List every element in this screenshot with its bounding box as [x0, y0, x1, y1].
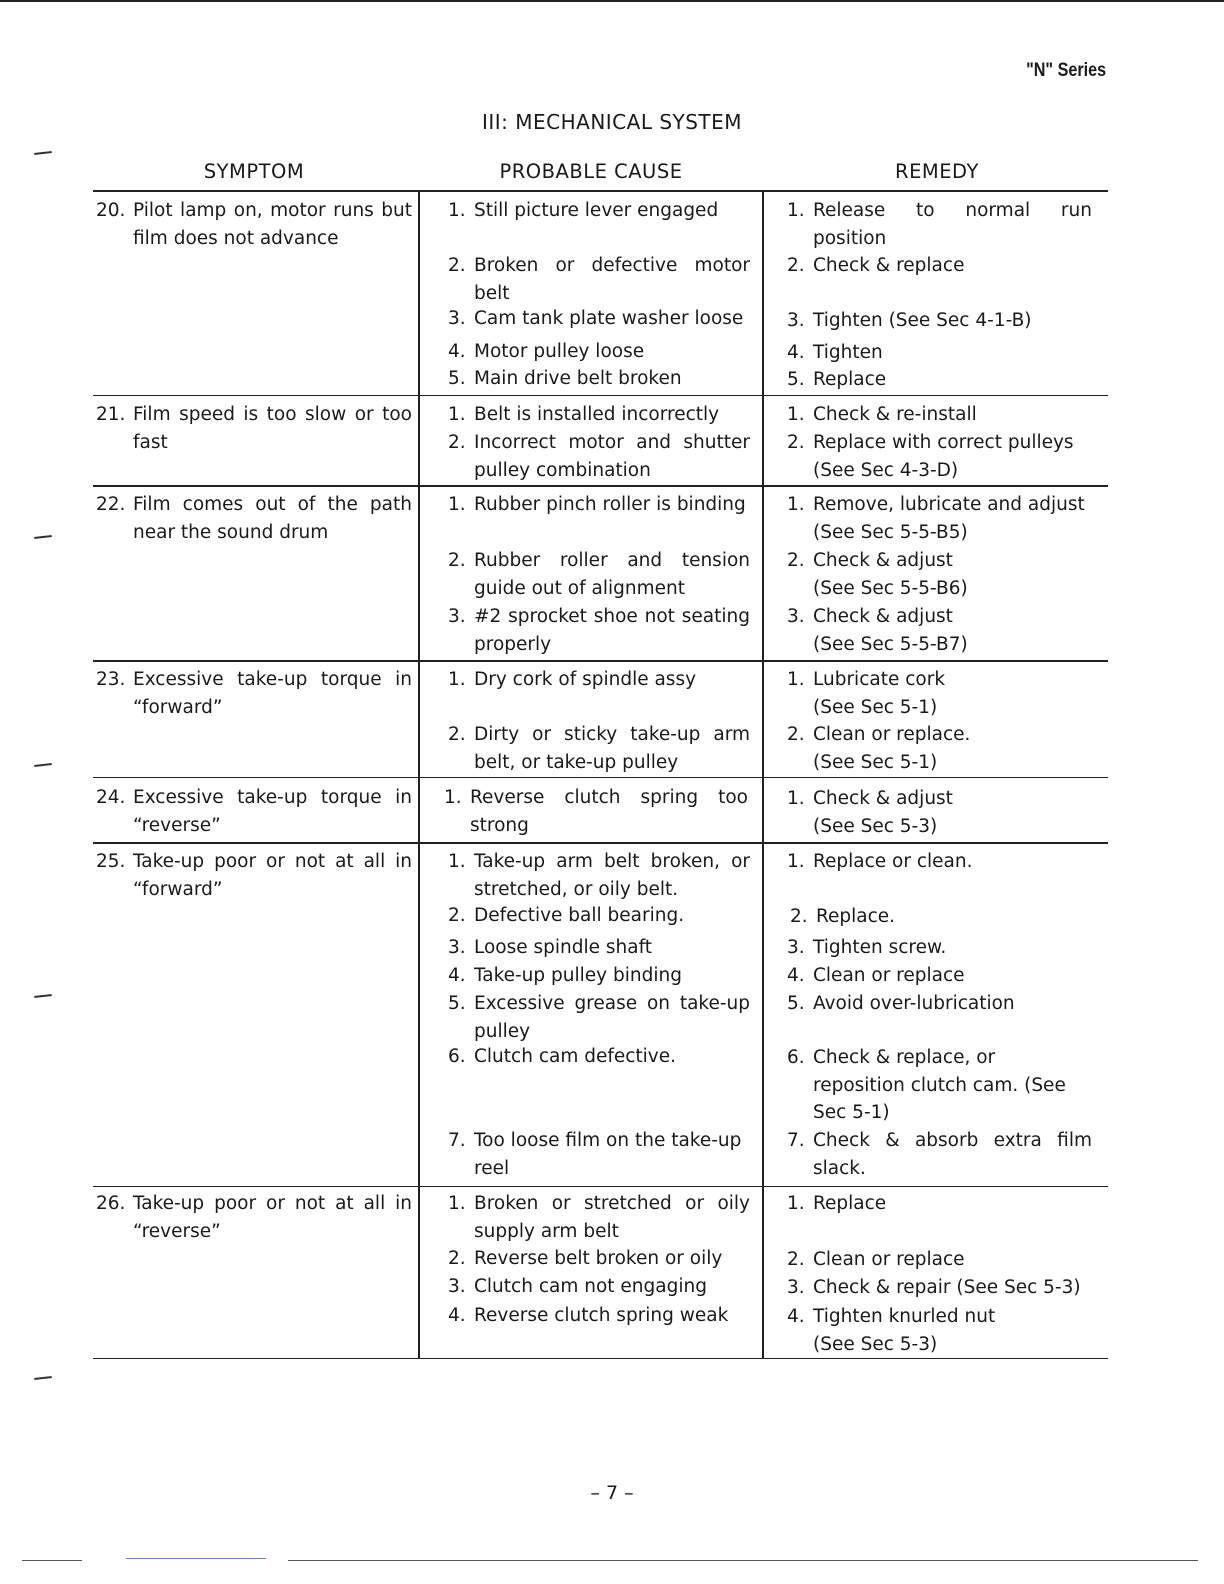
remedy-24-1: 1. Check & adjust (See Sec 5-3) [787, 788, 953, 837]
symptom-24: 24. Excessive take-up torque in “reverse” [96, 787, 412, 836]
table-bottom-rule [93, 1358, 1108, 1359]
series-label: "N" Series [1026, 60, 1106, 81]
cause-20-5: 5. Main drive belt broken [448, 368, 682, 389]
cause-25-6: 6. Clutch cam defective. [448, 1046, 677, 1067]
footer-line [22, 1560, 82, 1561]
cause-22-3: 3. #2 sprocket shoe not seating properly [448, 606, 750, 655]
remedy-20-4: 4. Tighten [787, 342, 883, 363]
cause-26-2: 2. Reverse belt broken or oily [448, 1248, 723, 1269]
cause-22-2: 2. Rubber roller and tension guide out of alignment [448, 550, 750, 599]
remedy-22-1: 1. Remove, lubricate and adjust (See Sec 5-5-B5) [787, 494, 1085, 543]
column-header-symptom: SYMPTOM [203, 160, 305, 183]
remedy-25-2: 2. Replace. [790, 906, 896, 927]
row-separator-21 [93, 485, 1108, 487]
remedy-20-5: 5. Replace [787, 369, 887, 390]
remedy-25-7: 7. Check & absorb extra film slack. [787, 1130, 1092, 1179]
cause-20-1: 1. Still picture lever engaged [448, 200, 719, 221]
cause-25-2: 2. Defective ball bearing. [448, 905, 685, 926]
remedy-20-1: 1. Release to normal run position [787, 200, 1092, 249]
remedy-20-3: 3. Tighten (See Sec 4-1-B) [787, 310, 1032, 331]
remedy-22-3: 3. Check & adjust (See Sec 5-5-B7) [787, 606, 968, 655]
column-divider-right [762, 190, 764, 1359]
cause-21-1: 1. Belt is installed incorrectly [448, 404, 720, 425]
row-separator-22 [93, 660, 1108, 662]
footer-line [126, 1558, 266, 1559]
footer-line [288, 1560, 1198, 1561]
cause-26-4: 4. Reverse clutch spring weak [448, 1305, 729, 1326]
remedy-21-2: 2. Replace with correct pulleys (See Sec 4-3-D) [787, 432, 1074, 481]
row-separator-25 [93, 1186, 1108, 1187]
cause-25-7: 7. Too loose film on the take-up reel [448, 1130, 742, 1179]
remedy-25-1: 1. Replace or clean. [787, 851, 973, 872]
margin-mark [34, 535, 52, 539]
column-divider-left [418, 190, 420, 1359]
row-separator-24 [93, 842, 1108, 844]
margin-mark [34, 151, 52, 155]
cause-23-1: 1. Dry cork of spindle assy [448, 669, 697, 690]
cause-25-3: 3. Loose spindle shaft [448, 937, 653, 958]
remedy-20-2: 2. Check & replace [787, 255, 965, 276]
page-number: – 7 – [590, 1482, 634, 1504]
row-separator-23 [93, 777, 1108, 778]
row-separator-20 [93, 395, 1108, 396]
symptom-22: 22. Film comes out of the path near the sound drum [96, 494, 412, 543]
remedy-26-4: 4. Tighten knurled nut (See Sec 5-3) [787, 1306, 996, 1355]
symptom-25: 25. Take-up poor or not at all in “forward” [96, 851, 412, 900]
cause-23-2: 2. Dirty or sticky take-up arm belt, or take-up pulley [448, 724, 750, 773]
remedy-22-2: 2. Check & adjust (See Sec 5-5-B6) [787, 550, 968, 599]
cause-26-1: 1. Broken or stretched or oily supply arm belt [448, 1193, 750, 1242]
cause-25-1: 1. Take-up arm belt broken, or stretched, or oily belt. [448, 851, 750, 900]
cause-20-2: 2. Broken or defective motor belt [448, 255, 750, 304]
remedy-23-2: 2. Clean or replace. (See Sec 5-1) [787, 724, 971, 773]
section-title: III: MECHANICAL SYSTEM [481, 110, 743, 134]
remedy-26-1: 1. Replace [787, 1193, 887, 1214]
remedy-25-3: 3. Tighten screw. [787, 937, 947, 958]
cause-26-3: 3. Clutch cam not engaging [448, 1276, 707, 1297]
symptom-26: 26. Take-up poor or not at all in “reverse” [96, 1193, 412, 1242]
cause-20-3: 3. Cam tank plate washer loose [448, 308, 744, 329]
remedy-23-1: 1. Lubricate cork (See Sec 5-1) [787, 669, 946, 718]
margin-mark [34, 1376, 52, 1380]
remedy-25-4: 4. Clean or replace [787, 965, 965, 986]
table-header-rule [93, 190, 1108, 192]
symptom-23: 23. Excessive take-up torque in “forward” [96, 669, 412, 718]
top-border-line [0, 0, 1224, 2]
margin-mark [34, 763, 52, 767]
cause-20-4: 4. Motor pulley loose [448, 341, 645, 362]
column-header-remedy: REMEDY [895, 160, 979, 183]
symptom-20: 20. Pilot lamp on, motor runs but film does not advance [96, 200, 412, 249]
remedy-26-3: 3. Check & repair (See Sec 5-3) [787, 1277, 1081, 1298]
cause-25-4: 4. Take-up pulley binding [448, 965, 682, 986]
remedy-21-1: 1. Check & re-install [787, 404, 977, 425]
symptom-21: 21. Film speed is too slow or too fast [96, 404, 412, 453]
cause-21-2: 2. Incorrect motor and shutter pulley combination [448, 432, 750, 481]
margin-mark [34, 994, 52, 998]
cause-22-1: 1. Rubber pinch roller is binding [448, 494, 746, 515]
remedy-26-2: 2. Clean or replace [787, 1249, 965, 1270]
remedy-25-6: 6. Check & replace, or reposition clutch cam. (See Sec 5-1) [787, 1047, 1066, 1123]
column-header-cause: PROBABLE CAUSE [499, 160, 683, 183]
remedy-25-5: 5. Avoid over-lubrication [787, 993, 1015, 1014]
cause-24-1: 1. Reverse clutch spring too strong [444, 787, 748, 836]
cause-25-5: 5. Excessive grease on take-up pulley [448, 993, 750, 1042]
